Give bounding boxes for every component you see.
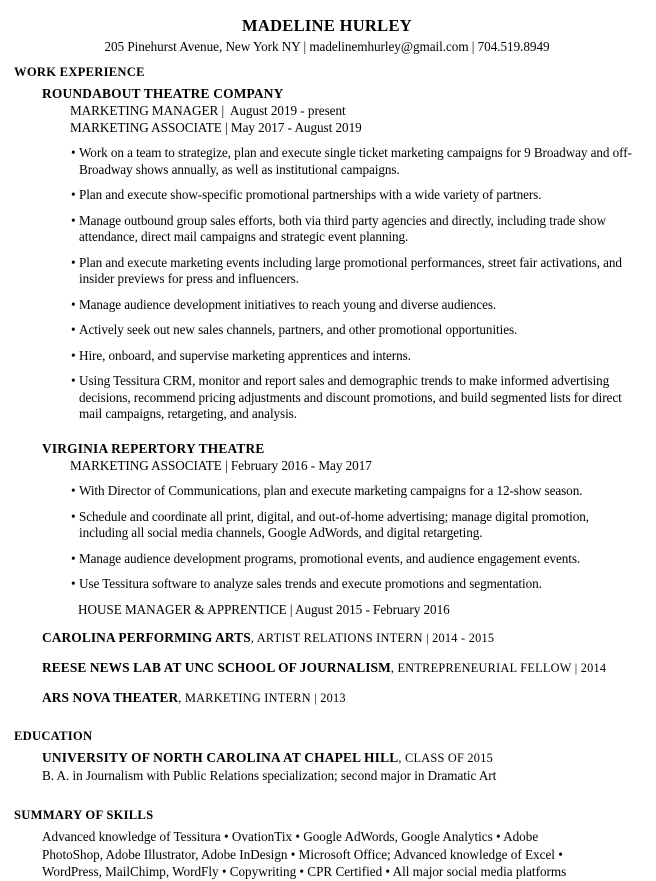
section-work-experience — [14, 65, 640, 706]
employer-name: VIRGINIA REPERTORY THEATRE — [42, 440, 265, 456]
bullet-icon: • — [71, 212, 76, 228]
role-and-dates: , ARTIST RELATIONS INTERN | 2014 - 2015 — [250, 631, 495, 645]
resume-header — [14, 16, 640, 55]
short-entry-ars-nova-theater — [42, 690, 640, 706]
responsibility-list — [42, 483, 640, 593]
list-item — [71, 322, 640, 339]
education-entry — [42, 749, 640, 784]
organization-name: ARS NOVA THEATER — [42, 690, 179, 705]
school-name: UNIVERSITY OF NORTH CAROLINA AT CHAPEL HILL — [42, 750, 399, 765]
list-item — [71, 551, 640, 568]
bullet-icon: • — [71, 322, 76, 337]
job-role-line-trailing: HOUSE MANAGER & APPRENTICE | August 2015 - February 2016 — [78, 601, 450, 617]
short-entry-carolina-performing-arts — [42, 630, 640, 646]
skills-text — [42, 828, 630, 881]
list-item — [71, 509, 640, 542]
skills-line: PhotoShop, Adobe Illustrator, Adobe InDesign • Microsoft Office; Advanced knowledge of Excel • — [42, 846, 563, 862]
list-item-text: Use Tessitura software to analyze sales trends and execute promotions and segmentation. — [79, 576, 542, 591]
bullet-icon: • — [71, 145, 76, 160]
list-item-text: Schedule and coordinate all print, digital, and out-of-home advertising; manage digital promotion, including all social media channels, Google AdWords, and digital retargeting. — [79, 508, 590, 540]
job-role-line: MARKETING ASSOCIATE | May 2017 - August 2019 — [70, 119, 362, 135]
list-item-text: With Director of Communications, plan and execute marketing campaigns for a 12-show season. — [79, 483, 583, 498]
degree-line: B. A. in Journalism with Public Relations specialization; second major in Dramatic Art — [42, 768, 497, 783]
bullet-icon: • — [71, 254, 76, 270]
employer-name: ROUNDABOUT THEATRE COMPANY — [42, 86, 284, 101]
section-education — [14, 729, 640, 784]
bullet-icon: • — [71, 483, 76, 498]
job-block-virginia-rep — [42, 440, 640, 619]
bullet-icon: • — [71, 508, 76, 524]
list-item — [71, 297, 640, 314]
list-item-text: Actively seek out new sales channels, partners, and other promotional opportunities. — [79, 322, 518, 337]
bullet-icon: • — [71, 187, 76, 202]
list-item-text: Plan and execute marketing events including large promotional performances, street fair activations, and insider previews for press and influencers. — [79, 254, 622, 286]
spacer — [14, 432, 640, 440]
list-item — [71, 373, 640, 423]
section-title-education: EDUCATION — [14, 729, 93, 743]
responsibility-list — [42, 145, 640, 423]
list-item — [71, 255, 640, 288]
organization-name: CAROLINA PERFORMING ARTS — [42, 630, 251, 645]
bullet-icon: • — [71, 373, 76, 388]
list-item-text: Manage audience development programs, promotional events, and audience engagement events. — [79, 550, 581, 566]
list-item — [71, 213, 640, 246]
organization-name: REESE NEWS LAB AT UNC SCHOOL OF JOURNALISM — [42, 660, 391, 675]
contact-line: 205 Pinehurst Avenue, New York NY | madelinemhurley@gmail.com | 704.519.8949 — [104, 39, 550, 54]
list-item — [71, 348, 640, 365]
list-item — [71, 576, 640, 593]
list-item-text: Hire, onboard, and supervise marketing apprentices and interns. — [79, 347, 411, 363]
list-item-text: Manage outbound group sales efforts, both via third party agencies and directly, including trade show attendance, direct mail campaigns and strategic event planning. — [79, 212, 606, 244]
section-title-work-experience: WORK EXPERIENCE — [14, 65, 145, 79]
list-item-text: Using Tessitura CRM, monitor and report sales and demographic trends to make informed advertising decisions, recommend pricing adjustments and discount promotions, and build segmented lists for direct mail campaigns, retargeting, and analysis. — [79, 373, 622, 421]
job-block-roundabout — [42, 85, 640, 423]
list-item — [71, 187, 640, 204]
list-item-text: Work on a team to strategize, plan and execute single ticket marketing campaigns for 9 Broadway and off-Broadway shows annually, as well as institutional campaigns. — [79, 145, 632, 177]
list-item — [71, 145, 640, 178]
bullet-icon: • — [71, 576, 76, 591]
graduation-class: , CLASS OF 2015 — [398, 751, 493, 765]
bullet-icon: • — [71, 550, 76, 566]
school-line — [42, 749, 640, 767]
candidate-name: MADELINE HURLEY — [242, 16, 412, 35]
short-entry-reese-news-lab — [42, 660, 640, 676]
role-and-dates: , MARKETING INTERN | 2013 — [178, 691, 346, 705]
list-item-text: Manage audience development initiatives to reach young and diverse audiences. — [79, 296, 497, 312]
role-and-dates: , ENTREPRENEURIAL FELLOW | 2014 — [390, 661, 607, 675]
section-summary-of-skills — [14, 808, 640, 881]
list-item — [71, 483, 640, 500]
bullet-icon: • — [71, 296, 76, 312]
section-title-skills: SUMMARY OF SKILLS — [14, 808, 154, 822]
spacer — [14, 618, 640, 630]
skills-line: WordPress, MailChimp, WordFly • Copywriting • CPR Certified • All major social media platforms — [42, 864, 567, 879]
job-role-line: MARKETING MANAGER | August 2019 - present — [70, 103, 346, 118]
list-item-text: Plan and execute show-specific promotional partnerships with a wide variety of partners. — [79, 187, 542, 202]
bullet-icon: • — [71, 347, 76, 363]
job-role-line: MARKETING ASSOCIATE | February 2016 - May 2017 — [70, 457, 372, 473]
skills-line: Advanced knowledge of Tessitura • OvationTix • Google AdWords, Google Analytics • Adobe — [42, 829, 539, 844]
